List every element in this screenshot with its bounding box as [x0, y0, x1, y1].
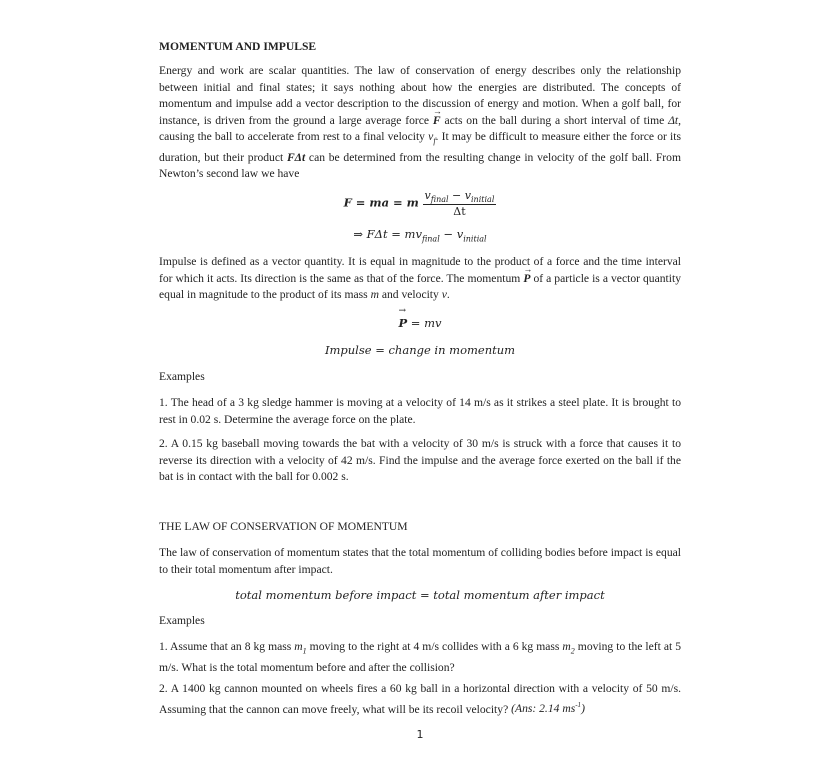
section-title-conservation: THE LAW OF CONSERVATION OF MOMENTUM: [159, 520, 408, 533]
momentum-symbol: → P: [523, 271, 530, 288]
ex21-text-c: moving to the left at 5 m/s. What is the total momentum before and after the collision?: [159, 640, 681, 674]
examples-label-1: Examples: [159, 370, 205, 383]
vf-symbol: [428, 130, 436, 146]
intro-text-3: , causing the ball to accelerate from rest to a final velocity: [159, 113, 682, 143]
conservation-paragraph: The law of conservation of momentum states that the total momentum of colliding bodies before impact is equal to their total momentum after impact.: [159, 546, 681, 576]
eq1-lhs: F = ma = m: [343, 195, 419, 210]
example-2-2: [159, 681, 681, 718]
example-1-1: 1. The head of a 3 kg sledge hammer is moving at a velocity of 14 m/s as it strikes a steel plate. It is brought to rest in 0.02 s. Determine the average force on the plate.: [159, 396, 681, 426]
delta-t-symbol: Δt: [668, 113, 679, 127]
m2-symbol: [562, 640, 575, 656]
equation-conservation: [159, 588, 681, 602]
equation-momentum: [159, 316, 681, 330]
intro-text-2: acts on the ball during a short interval of time: [444, 113, 665, 127]
examples-label-2: Examples: [159, 614, 205, 627]
ex22-text: 2. A 1400 kg cannon mounted on wheels fires a 60 kg ball in a horizontal direction with a velocity of 50 m/s. Assuming that the cannon can move freely, what will be its recoil velocity?: [159, 682, 681, 716]
page-title: MOMENTUM AND IMPULSE: [159, 40, 317, 53]
eq1-fraction: [423, 189, 497, 218]
eq2-text: ⇒ FΔt = mv: [353, 227, 422, 241]
ex21-text-b: moving to the right at 4 m/s collides with a 6 kg mass: [309, 640, 560, 653]
m1-subscript: 1: [302, 646, 307, 656]
intro-text-5: can be determined from the resulting change in velocity of the golf ball. From Newton’s second law we have: [159, 150, 681, 181]
eq1-num-a-sub: final: [430, 195, 449, 205]
equation-newton: [159, 189, 681, 218]
eq2-sub2: initial: [463, 234, 487, 244]
eq3-rhs: = mv: [407, 316, 442, 330]
vf-subscript: f: [433, 136, 436, 146]
eq1-num-a: v: [424, 189, 431, 202]
answer: [511, 702, 585, 715]
eq3-lhs: → P: [398, 316, 407, 330]
eq2-mid: − v: [439, 227, 464, 241]
equation-impulse-change: [159, 343, 681, 357]
vf-letter: v: [428, 130, 434, 143]
answer-text: (Ans: 2.14 ms: [511, 702, 576, 716]
impulse-text-2: of a particle is a vector quantity equal in magnitude to the product of its mass: [159, 271, 681, 301]
m2-subscript: 2: [570, 646, 575, 656]
velocity-symbol: v: [441, 288, 447, 301]
equation-impulse-derived: [159, 227, 681, 243]
eq1-num-minus: − v: [448, 189, 471, 202]
impulse-text-3: and velocity: [381, 288, 439, 301]
intro-text-1: Energy and work are scalar quantities. The law of conservation of energy describes only the relationship between initial and final states; it says nothing about how the energies are distributed. The concepts of momentum and impulse add a vector description to the discussion of energy and motion. When a golf ball, for instance, is driven from the ground a large average force: [159, 64, 681, 127]
eq1-numerator: [423, 189, 497, 205]
force-symbol: → F: [433, 113, 441, 130]
m1-letter: m: [294, 640, 303, 653]
eq1-denominator: Δt: [453, 205, 466, 219]
m1-symbol: [294, 640, 307, 656]
intro-paragraph: [159, 63, 681, 183]
eq2-sub1: final: [421, 234, 440, 244]
eq1-num-b-sub: initial: [471, 195, 495, 205]
mass-symbol: m: [370, 288, 379, 301]
example-1-2: 2. A 0.15 kg baseball moving towards the bat with a velocity of 30 m/s is struck with a force that causes it to reverse its direction with a velocity of 42 m/s. Find the impulse and the average force exerted on the ball if the bat is in contact with the ball for 0.002 s.: [159, 437, 681, 483]
fdt-symbol: FΔt: [286, 150, 306, 164]
page-number: 1: [416, 728, 424, 741]
impulse-paragraph: [159, 254, 681, 304]
eq5-text: total momentum before impact = total momentum after impact: [235, 588, 605, 602]
impulse-text-1: Impulse is defined as a vector quantity. It is equal in magnitude to the product of a force and the time interval for which it acts. Its direction is the same as that of the force. The momentum: [159, 255, 681, 285]
ex21-text-a: 1. Assume that an 8 kg mass: [159, 640, 292, 653]
impulse-text-4: .: [446, 288, 450, 301]
answer-close: ): [581, 702, 585, 716]
answer-superscript: -1: [575, 701, 582, 710]
example-2-1: [159, 639, 681, 676]
eq4-text: Impulse = change in momentum: [324, 343, 516, 357]
m2-letter: m: [562, 640, 571, 653]
intro-text-4: . It may be difficult to measure either the force or its duration, but their product: [159, 130, 681, 164]
